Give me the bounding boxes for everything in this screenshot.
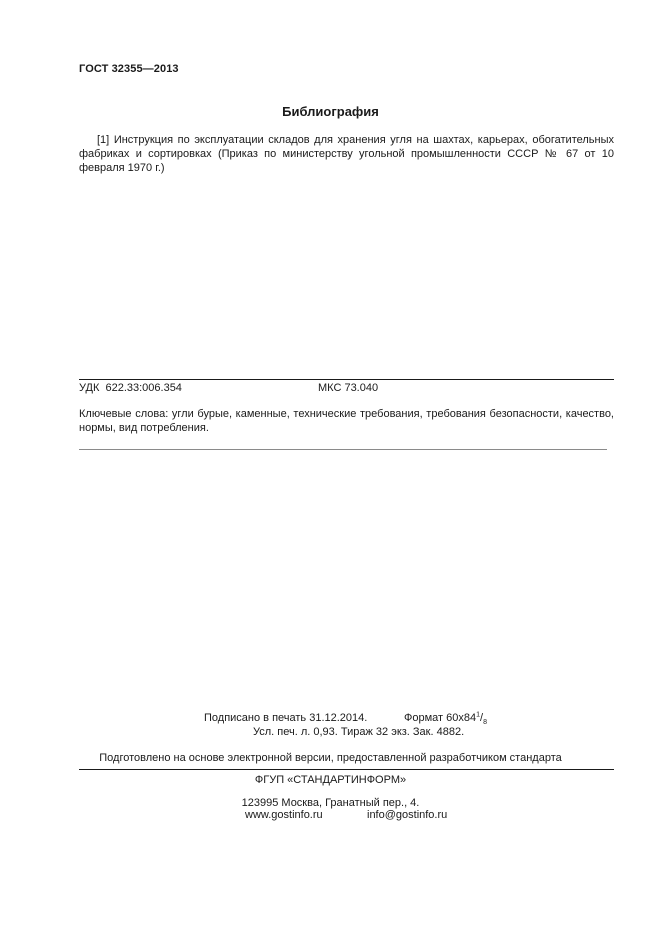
- publisher-name: ФГУП «СТАНДАРТИНФОРМ»: [254, 774, 407, 786]
- document-code: ГОСТ 32355—2013: [79, 63, 179, 75]
- keywords-text: Ключевые слова: угли бурые, каменные, технические требования, требования безопасности, качество, нормы, вид потребления.: [79, 408, 614, 434]
- print-info: Усл. печ. л. 0,93. Тираж 32 экз. Зак. 4882.: [253, 726, 465, 738]
- paper-format: [404, 711, 487, 725]
- publisher-website[interactable]: www.gostinfo.ru: [245, 809, 323, 821]
- divider-bottom: [79, 769, 614, 770]
- bibliography-entry: [1] Инструкция по эксплуатации складов для хранения угля на шахтах, карьерах, обогатительных фабриках и сортировках (Приказ по министерству угольной промышленности СССР № 67 от 10 февраля 1970 г.): [79, 134, 614, 174]
- section-title: Библиография: [282, 104, 379, 119]
- udk-code: УДК 622.33:006.354: [79, 382, 182, 394]
- format-denominator: 8: [483, 719, 487, 727]
- format-prefix: Формат 60х84: [404, 712, 477, 724]
- format-numerator: 1: [476, 711, 481, 719]
- signed-date: Подписано в печать 31.12.2014.: [204, 712, 368, 724]
- publisher-address: 123995 Москва, Гранатный пер., 4.: [241, 797, 420, 809]
- prepared-note: Подготовлено на основе электронной версии, предоставленной разработчиком стандарта: [99, 752, 562, 764]
- format-separator: /: [480, 712, 484, 724]
- publisher-email[interactable]: info@gostinfo.ru: [367, 809, 448, 821]
- divider-keywords: [79, 449, 607, 450]
- mks-code: МКС 73.040: [318, 382, 379, 394]
- divider-top: [79, 379, 614, 380]
